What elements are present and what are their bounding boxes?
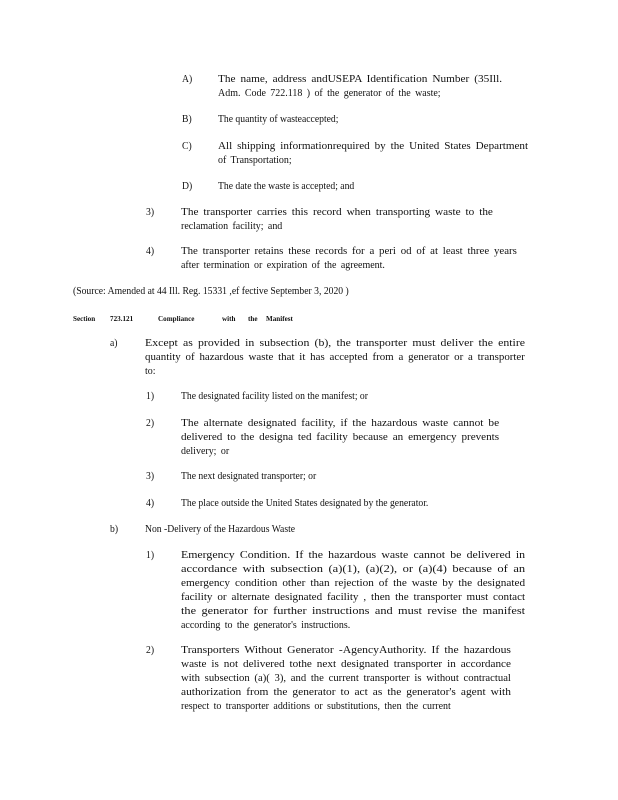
text-line: accordance with subsection (a)(1), (a)(2), or (a)(4) because of an	[181, 564, 526, 575]
list-a-2-label: 2)	[146, 418, 155, 429]
section-word: Section	[73, 314, 96, 323]
text-line: after termination or expiration of the agreement.	[181, 260, 385, 271]
list-a-3-text: The next designated transporter; or	[181, 471, 317, 482]
list-a-4-text: The place outside the United States designated by the generator.	[181, 498, 429, 509]
text-line: The transporter retains these records for a peri od of at least three years	[181, 246, 517, 257]
section-title-word: the	[248, 314, 258, 323]
list-b-1-label: 1)	[146, 550, 155, 561]
text-line: The alternate designated facility, if the hazardous waste cannot be	[181, 418, 500, 429]
text-line: Adm. Code 722.118 ) of the generator of the waste;	[218, 88, 441, 99]
text-line: delivery; or	[181, 446, 230, 457]
text-line: of Transportation;	[218, 155, 292, 166]
item-a-label: A)	[182, 74, 193, 85]
text-line: Emergency Condition. If the hazardous waste cannot be delivered in	[181, 550, 526, 561]
item-c-label: C)	[182, 141, 192, 152]
list-a-1-label: 1)	[146, 391, 155, 402]
section-number: 723.121	[110, 314, 134, 323]
item-b-label: B)	[182, 114, 192, 125]
item-d-label: D)	[182, 181, 193, 192]
item-4-label: 4)	[146, 246, 155, 257]
text-line: delivered to the designa ted facility because an emergency prevents	[181, 432, 500, 443]
text-line: authorization from the generator to act as the generator's agent with	[181, 687, 511, 698]
item-a-text	[218, 73, 502, 101]
item-b-text: The quantity of wasteaccepted;	[218, 114, 339, 125]
text-line: emergency condition other than rejection of the waste by the designated	[181, 578, 526, 589]
text-line: waste is not delivered tothe next designated transporter in accordance	[181, 659, 512, 670]
text-line: reclamation facility; and	[181, 221, 283, 232]
text-line: to:	[145, 366, 156, 377]
item-c-text	[218, 140, 528, 168]
text-line: respect to transporter additions or substitutions, then the current	[181, 701, 451, 712]
text-line: All shipping informationrequired by the United States Department	[218, 141, 529, 152]
subsection-a-text	[145, 337, 525, 379]
item-3-label: 3)	[146, 207, 155, 218]
subsection-a-label: a)	[110, 338, 118, 349]
subsection-b-heading: Non -Delivery of the Hazardous Waste	[145, 524, 296, 535]
section-title-word: Compliance	[158, 314, 195, 323]
text-line: Except as provided in subsection (b), the transporter must deliver the entire	[145, 338, 525, 349]
subsection-b-label: b)	[110, 524, 119, 535]
text-line: the generator for further instructions and must revise the manifest	[181, 606, 526, 617]
section-title-word: Manifest	[266, 314, 293, 323]
item-3-text	[181, 206, 493, 234]
text-line: facility or alternate designated facility , then the transporter must contact	[181, 592, 526, 603]
item-d-text: The date the waste is accepted; and	[218, 181, 355, 192]
list-b-2-label: 2)	[146, 645, 155, 656]
list-a-3-label: 3)	[146, 471, 155, 482]
text-line: The transporter carries this record when transporting waste to the	[181, 207, 493, 218]
list-b-1-text	[181, 549, 525, 633]
text-line: quantity of hazardous waste that it has accepted from a generator or a transporter	[145, 352, 525, 363]
list-a-1-text: The designated facility listed on the manifest; or	[181, 391, 368, 402]
text-line: The name, address andUSEPA Identification Number (35Ill.	[218, 74, 503, 85]
list-a-2-text	[181, 417, 499, 459]
text-line: according to the generator's instructions.	[181, 620, 351, 631]
list-a-4-label: 4)	[146, 498, 155, 509]
text-line: Transporters Without Generator -AgencyAuthority. If the hazardous	[181, 645, 511, 656]
source-note: (Source: Amended at 44 Ill. Reg. 15331 ,ef fective September 3, 2020 )	[73, 286, 349, 297]
list-b-2-text	[181, 644, 511, 714]
item-4-text	[181, 245, 517, 273]
text-line: with subsection (a)( 3), and the current transporter is without contractual	[181, 673, 511, 684]
section-title-word: with	[222, 314, 236, 323]
